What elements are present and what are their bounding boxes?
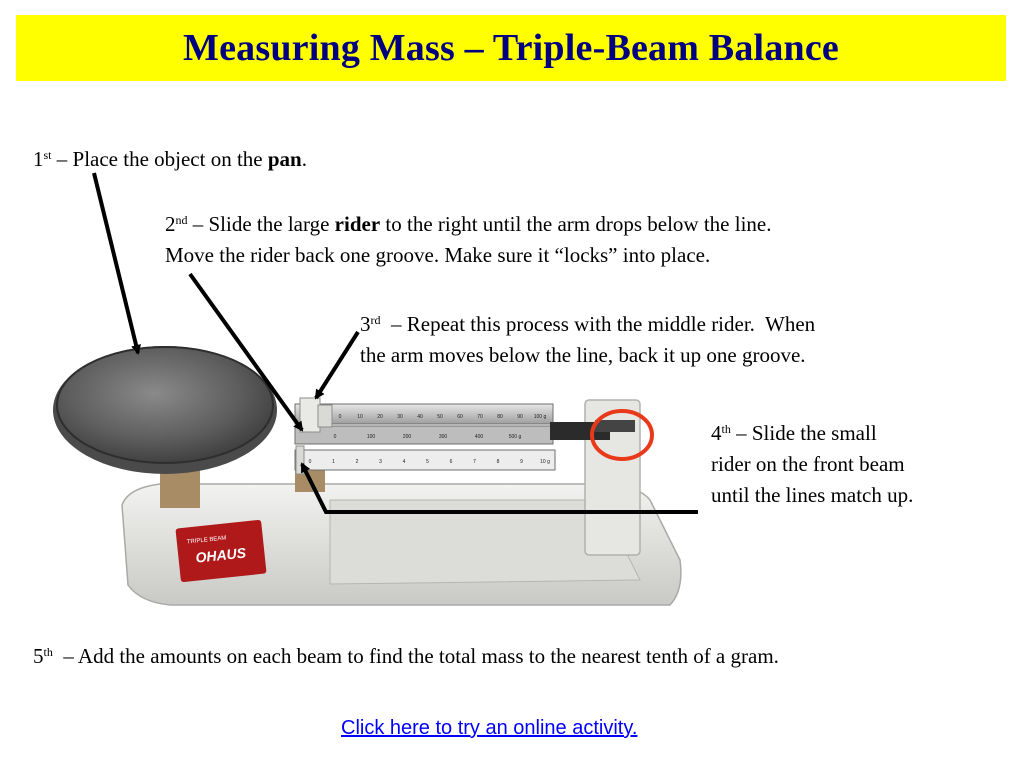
step-text-line2: Move the rider back one groove. Make sure it “locks” into place.: [165, 243, 711, 267]
ordinal-suffix: st: [43, 148, 52, 162]
step-text: – Slide the large: [187, 212, 335, 236]
front-beam-label: 6: [449, 459, 453, 465]
step-text: – Repeat this process with the middle rider. When: [380, 312, 816, 336]
balance-pan: [53, 346, 277, 474]
top-beam-label: 20: [377, 414, 383, 420]
step-2-text: [165, 209, 772, 271]
top-beam-label: 100 g: [533, 414, 547, 420]
middle-beam-label: 400: [474, 434, 484, 440]
top-beam-label: 50: [437, 414, 443, 420]
top-beam-label: 60: [457, 414, 463, 420]
step-number: 2: [165, 212, 176, 236]
ordinal-suffix: nd: [175, 213, 188, 227]
step-5-text: [33, 641, 993, 672]
ohaus-brand-plate: [175, 520, 266, 583]
top-beam-label: 30: [397, 414, 403, 420]
top-beam-label: 40: [417, 414, 423, 420]
front-beam-label: 1: [332, 459, 335, 465]
step-text-line2: rider on the front beam: [711, 452, 905, 476]
front-beam-label: 4: [402, 459, 406, 465]
arrow-to-middle-rider: [316, 332, 358, 398]
ordinal-suffix: th: [43, 645, 53, 659]
step-text-end: to the right until the arm drops below the line.: [380, 212, 772, 236]
arrow-to-pan: [94, 173, 138, 353]
front-beam-label: 5: [426, 459, 429, 465]
step-text: – Add the amounts on each beam to find the total mass to the nearest tenth of a gram.: [52, 644, 779, 668]
large-rider: [300, 398, 320, 432]
step-text-line3: until the lines match up.: [711, 483, 914, 507]
front-beam-label: 10 g: [540, 459, 550, 465]
front-beam-label: 7: [473, 459, 476, 465]
top-beam: [295, 404, 553, 424]
top-beam-label: 70: [477, 414, 483, 420]
top-beam-label: 0: [338, 414, 342, 420]
bold-term-pan: pan: [267, 147, 302, 171]
step-text: – Place the object on the: [51, 147, 268, 171]
front-beam-label: 2: [355, 459, 359, 465]
pointer: [595, 420, 635, 432]
top-beam-label: 80: [497, 414, 503, 420]
middle-beam-label: 100: [366, 434, 376, 440]
middle-rider: [318, 405, 332, 427]
step-number: 1: [33, 147, 44, 171]
front-beam-label: 3: [379, 459, 382, 465]
brand-plate-line1: TRIPLE BEAM: [186, 535, 227, 546]
top-beam-label: 10: [357, 414, 363, 420]
online-activity-link[interactable]: Click here to try an online activity.: [341, 717, 638, 739]
step-4-text: [711, 418, 913, 511]
bold-term-rider: rider: [334, 212, 381, 236]
brand-logo: OHAUS: [194, 544, 247, 566]
step-number: 4: [711, 421, 722, 445]
ordinal-suffix: th: [721, 422, 731, 436]
front-beam-label: 9: [520, 459, 523, 465]
middle-beam-label: 300: [438, 434, 448, 440]
middle-beam-label: 0: [333, 434, 337, 440]
step-text-end: .: [301, 147, 307, 171]
front-beam-label: 0: [308, 459, 312, 465]
middle-beam-label: 500 g: [508, 434, 522, 440]
step-number: 5: [33, 644, 44, 668]
ordinal-suffix: rd: [370, 313, 381, 327]
step-text: – Slide the small: [730, 421, 877, 445]
balance-beams: [295, 398, 635, 474]
top-beam-label: 90: [517, 414, 523, 420]
step-3-text: [360, 309, 815, 371]
step-number: 3: [360, 312, 371, 336]
front-beam-label: 8: [496, 459, 500, 465]
page-title: Measuring Mass – Triple-Beam Balance: [183, 27, 839, 69]
step-1-text: [33, 144, 307, 175]
middle-beam-label: 200: [402, 434, 412, 440]
step-text-line2: the arm moves below the line, back it up one groove.: [360, 343, 806, 367]
